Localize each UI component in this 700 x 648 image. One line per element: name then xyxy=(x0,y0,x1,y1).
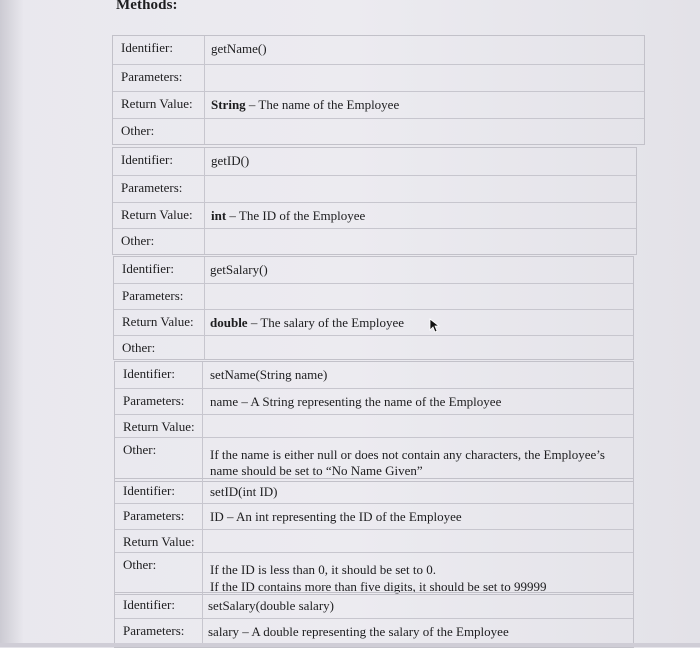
other-label: Other: xyxy=(123,557,157,572)
other-line-1: If the ID is less than 0, it should be set to 0. xyxy=(210,562,437,577)
identifier-label: Identifier: xyxy=(123,483,175,498)
parameters-label: Parameters: xyxy=(121,69,183,84)
parameters-row xyxy=(114,283,633,309)
return-value-label: Return Value: xyxy=(121,96,193,111)
return-description: – The salary of the Employee xyxy=(247,315,405,330)
parameters-row xyxy=(115,503,633,529)
identifier-value: getID() xyxy=(211,153,250,168)
other-label: Other: xyxy=(121,123,155,138)
parameters-label: Parameters: xyxy=(123,623,185,638)
method-table-getid xyxy=(112,147,637,255)
other-row xyxy=(114,335,633,360)
return-value xyxy=(211,207,365,224)
return-value xyxy=(210,314,404,331)
other-label: Other: xyxy=(123,442,157,457)
identifier-value: getName() xyxy=(211,41,267,56)
identifier-row xyxy=(113,36,644,64)
identifier-value: setSalary(double salary) xyxy=(208,598,334,613)
identifier-row xyxy=(115,479,633,503)
return-value-label: Return Value: xyxy=(122,314,194,329)
parameters-value: ID – An int representing the ID of the Employee xyxy=(210,509,462,524)
identifier-value: getSalary() xyxy=(210,262,268,277)
identifier-value: setName(String name) xyxy=(210,367,328,382)
identifier-row xyxy=(115,593,633,618)
identifier-label: Identifier: xyxy=(122,261,174,276)
other-row xyxy=(113,228,636,255)
return-value-row xyxy=(113,202,636,228)
identifier-label: Identifier: xyxy=(121,152,173,167)
return-type: int xyxy=(211,208,227,223)
parameters-label: Parameters: xyxy=(121,180,183,195)
identifier-label: Identifier: xyxy=(123,366,175,381)
return-value xyxy=(211,96,399,113)
parameters-value: name – A String representing the name of the Employee xyxy=(210,394,502,409)
other-line-2: If the ID contains more than five digits, it should be set to 99999 xyxy=(210,579,547,594)
identifier-label: Identifier: xyxy=(121,40,173,55)
identifier-row xyxy=(113,148,636,175)
return-value-label: Return Value: xyxy=(123,419,195,434)
method-table-setname xyxy=(114,361,634,482)
method-table-setid xyxy=(114,478,634,595)
return-value-label: Return Value: xyxy=(123,534,195,549)
return-value-label: Return Value: xyxy=(121,207,193,222)
return-type: double xyxy=(210,315,248,330)
mouse-cursor-icon xyxy=(429,318,443,334)
parameters-row xyxy=(113,175,636,202)
other-label: Other: xyxy=(122,340,156,355)
return-value-row xyxy=(114,309,633,335)
return-value-row xyxy=(115,414,633,437)
return-value-row xyxy=(113,91,644,118)
method-table-setsalary xyxy=(114,592,634,648)
other-row xyxy=(115,437,633,482)
other-row xyxy=(113,118,644,145)
return-type: String xyxy=(211,97,246,112)
parameters-row xyxy=(113,64,644,91)
parameters-row xyxy=(115,388,633,414)
identifier-value: setID(int ID) xyxy=(210,484,278,499)
identifier-row xyxy=(114,257,633,283)
identifier-row xyxy=(115,362,633,388)
methods-heading: Methods: xyxy=(116,0,178,13)
return-description: – The name of the Employee xyxy=(245,97,400,112)
other-row xyxy=(115,552,633,595)
method-table-getsalary xyxy=(113,256,634,360)
page-shadow xyxy=(0,0,24,647)
parameters-label: Parameters: xyxy=(122,288,184,303)
bottom-edge xyxy=(0,643,700,647)
other-line-1: If the name is either null or does not contain any characters, the Employee’s xyxy=(210,447,605,462)
parameters-label: Parameters: xyxy=(123,393,185,408)
identifier-label: Identifier: xyxy=(123,597,175,612)
parameters-label: Parameters: xyxy=(123,508,185,523)
parameters-value: salary – A double representing the salary of the Employee xyxy=(208,624,509,639)
return-description: – The ID of the Employee xyxy=(226,208,366,223)
return-value-row xyxy=(115,529,633,552)
method-table-getname xyxy=(112,35,645,145)
other-line-2: name should be set to “No Name Given” xyxy=(210,463,423,478)
other-label: Other: xyxy=(121,233,155,248)
